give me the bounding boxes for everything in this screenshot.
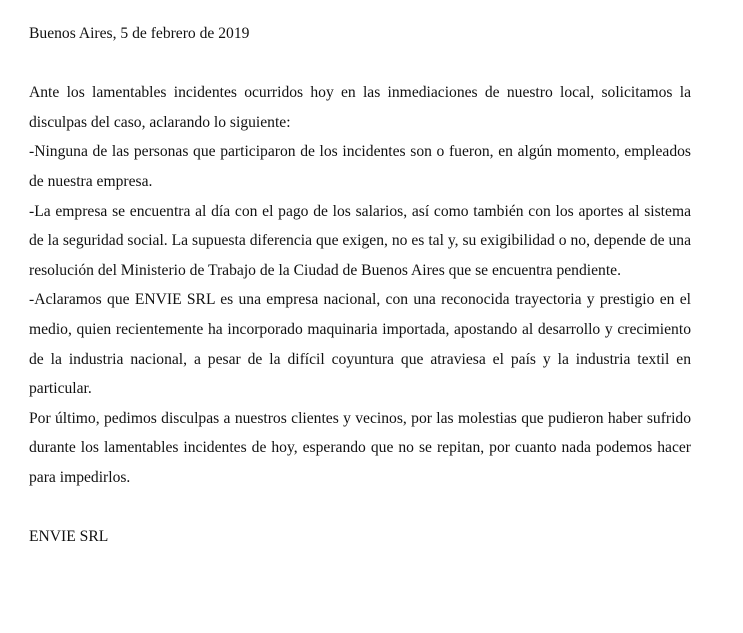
spacer [29,49,691,79]
letter-signature: ENVIE SRL [29,528,109,546]
paragraph-employees: -Ninguna de las personas que participaron de los incidentes son o fueron, en algún momento, empleados de nuestra empresa. [29,143,691,190]
letter-date: Buenos Aires, 5 de febrero de 2019 [29,25,250,42]
paragraph-salaries: -La empresa se encuentra al día con el pago de los salarios, así como también con los aportes al sistema de la seguridad social. La supuesta diferencia que exigen, no es tal y, su exigibilidad o no, depende de una resolución del Ministerio de Trabajo de la Ciudad de Buenos Aires que se encuentra pendiente. [29,202,691,279]
spacer [29,493,691,523]
paragraph-apology: Por último, pedimos disculpas a nuestros clientes y vecinos, por las molestias que pudieron haber sufrido durante los lamentables incidentes de hoy, esperando que no se repitan, por cuanto nada podemos hacer para impedirlos. [29,409,691,486]
paragraph-intro: Ante los lamentables incidentes ocurridos hoy en las inmediaciones de nuestro local, solicitamos la disculpas del caso, aclarando lo siguiente: [29,84,691,131]
paragraph-company: -Aclaramos que ENVIE SRL es una empresa nacional, con una reconocida trayectoria y prestigio en el medio, quien recientemente ha incorporado maquinaria importada, apostando al desarrollo y crecimiento de la industria nacional, a pesar de la difícil coyuntura que atraviesa el país y la industria textil en particular. [29,291,691,398]
letter-body [29,19,691,552]
